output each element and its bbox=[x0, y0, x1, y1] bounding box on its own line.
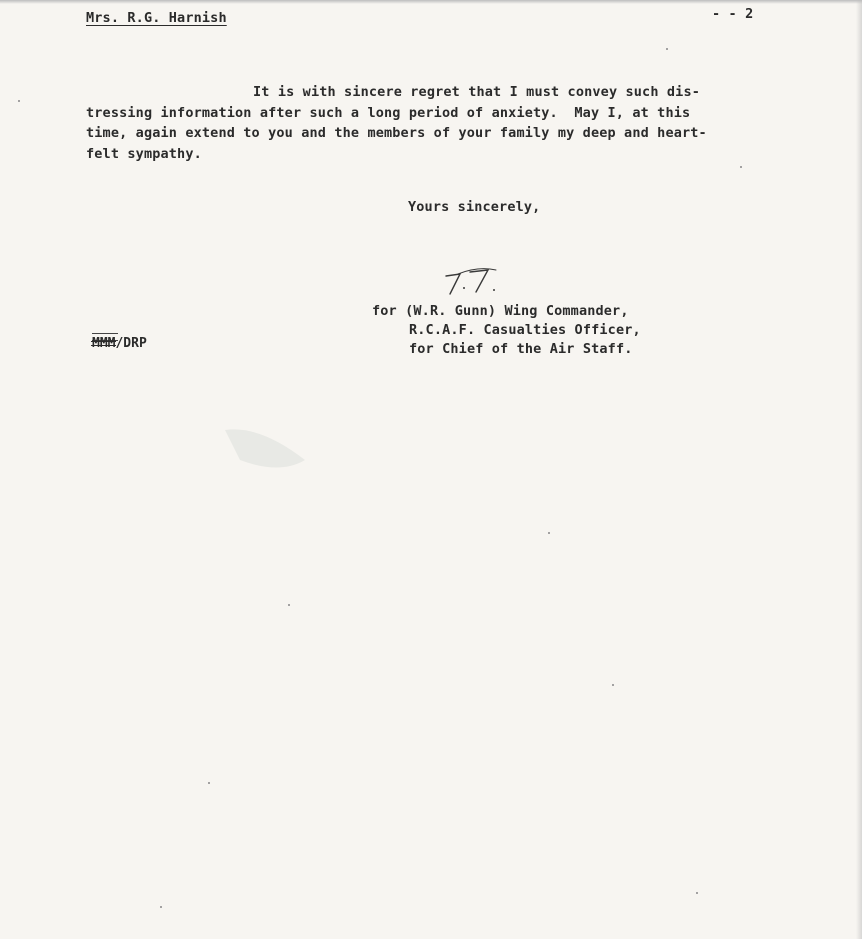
paper-speck bbox=[208, 782, 210, 784]
body-line-4: felt sympathy. bbox=[86, 146, 202, 162]
paper-speck bbox=[696, 892, 698, 894]
page-top-edge bbox=[0, 0, 862, 4]
reference-initials bbox=[92, 336, 147, 351]
signature-line-3: for Chief of the Air Staff. bbox=[409, 341, 633, 357]
closing-salutation: Yours sincerely, bbox=[408, 199, 541, 215]
page-right-edge bbox=[856, 0, 862, 939]
paper-speck bbox=[18, 100, 20, 102]
reference-struck-initials: MMM bbox=[92, 336, 116, 351]
paper-speck bbox=[160, 906, 162, 908]
paper-smudge bbox=[220, 420, 310, 480]
paper-speck bbox=[740, 166, 742, 168]
paper-speck bbox=[666, 48, 668, 50]
reference-typist-initials: /DRP bbox=[115, 336, 147, 351]
signature-line-2: R.C.A.F. Casualties Officer, bbox=[409, 322, 641, 338]
recipient-name: Mrs. R.G. Harnish bbox=[86, 10, 227, 26]
signature-line-1: for (W.R. Gunn) Wing Commander, bbox=[372, 303, 629, 319]
paper-speck bbox=[548, 532, 550, 534]
page-number: - - 2 bbox=[712, 6, 754, 22]
paper-speck bbox=[612, 684, 614, 686]
handwritten-initials-signature bbox=[438, 264, 518, 300]
paper-speck bbox=[288, 604, 290, 606]
body-line-2: tressing information after such a long period of anxiety. May I, at this bbox=[86, 105, 691, 121]
body-line-1: It is with sincere regret that I must convey such dis- bbox=[253, 84, 700, 100]
body-line-3: time, again extend to you and the members of your family my deep and heart- bbox=[86, 125, 707, 141]
